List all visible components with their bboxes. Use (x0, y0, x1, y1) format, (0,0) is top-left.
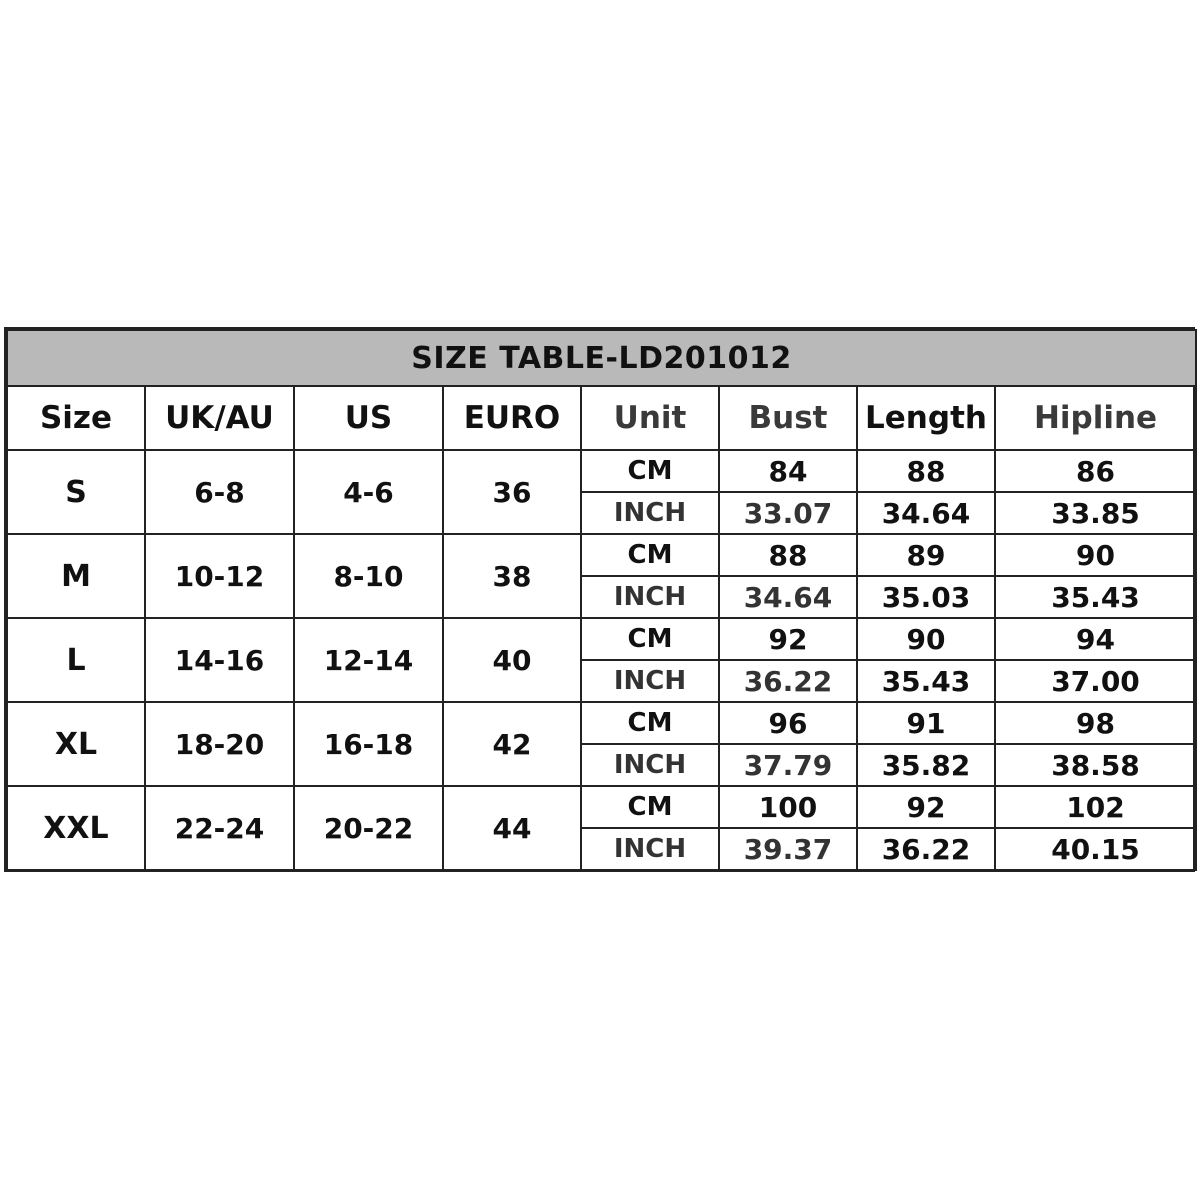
bust-inch: 39.37 (719, 828, 857, 870)
hipline-cm: 102 (995, 786, 1196, 828)
euro-value: 36 (443, 450, 581, 534)
size-label: S (7, 450, 145, 534)
table-title: SIZE TABLE-LD201012 (7, 330, 1196, 386)
length-cm: 90 (857, 618, 995, 660)
unit-inch: INCH (581, 660, 719, 702)
table-row (7, 618, 1196, 660)
length-cm: 92 (857, 786, 995, 828)
unit-cm: CM (581, 618, 719, 660)
length-cm: 88 (857, 450, 995, 492)
length-inch: 36.22 (857, 828, 995, 870)
hipline-cm: 86 (995, 450, 1196, 492)
length-inch: 35.43 (857, 660, 995, 702)
hipline-inch: 37.00 (995, 660, 1196, 702)
header-row (7, 386, 1196, 450)
length-cm: 91 (857, 702, 995, 744)
header-size: Size (7, 386, 145, 450)
unit-cm: CM (581, 786, 719, 828)
bust-cm: 96 (719, 702, 857, 744)
us-value: 12-14 (294, 618, 443, 702)
header-bust: Bust (719, 386, 857, 450)
us-value: 4-6 (294, 450, 443, 534)
bust-cm: 84 (719, 450, 857, 492)
unit-cm: CM (581, 450, 719, 492)
hipline-inch: 38.58 (995, 744, 1196, 786)
euro-value: 40 (443, 618, 581, 702)
euro-value: 42 (443, 702, 581, 786)
unit-inch: INCH (581, 744, 719, 786)
size-label: L (7, 618, 145, 702)
length-inch: 34.64 (857, 492, 995, 534)
euro-value: 44 (443, 786, 581, 870)
table-row (7, 702, 1196, 744)
bust-inch: 37.79 (719, 744, 857, 786)
ukau-value: 6-8 (145, 450, 294, 534)
table-row (7, 450, 1196, 492)
ukau-value: 14-16 (145, 618, 294, 702)
length-cm: 89 (857, 534, 995, 576)
header-length: Length (857, 386, 995, 450)
hipline-inch: 33.85 (995, 492, 1196, 534)
ukau-value: 18-20 (145, 702, 294, 786)
header-unit: Unit (581, 386, 719, 450)
header-ukau: UK/AU (145, 386, 294, 450)
size-table-container (4, 327, 1195, 872)
unit-cm: CM (581, 702, 719, 744)
hipline-cm: 90 (995, 534, 1196, 576)
hipline-cm: 94 (995, 618, 1196, 660)
bust-inch: 36.22 (719, 660, 857, 702)
header-us: US (294, 386, 443, 450)
header-hipline: Hipline (995, 386, 1196, 450)
size-table (6, 329, 1197, 871)
table-row (7, 534, 1196, 576)
euro-value: 38 (443, 534, 581, 618)
hipline-inch: 35.43 (995, 576, 1196, 618)
bust-cm: 92 (719, 618, 857, 660)
length-inch: 35.03 (857, 576, 995, 618)
us-value: 16-18 (294, 702, 443, 786)
title-row (7, 330, 1196, 386)
table-row (7, 786, 1196, 828)
ukau-value: 10-12 (145, 534, 294, 618)
us-value: 8-10 (294, 534, 443, 618)
hipline-cm: 98 (995, 702, 1196, 744)
bust-cm: 88 (719, 534, 857, 576)
us-value: 20-22 (294, 786, 443, 870)
bust-inch: 34.64 (719, 576, 857, 618)
unit-cm: CM (581, 534, 719, 576)
size-label: XL (7, 702, 145, 786)
bust-inch: 33.07 (719, 492, 857, 534)
length-inch: 35.82 (857, 744, 995, 786)
unit-inch: INCH (581, 576, 719, 618)
bust-cm: 100 (719, 786, 857, 828)
hipline-inch: 40.15 (995, 828, 1196, 870)
size-label: M (7, 534, 145, 618)
size-label: XXL (7, 786, 145, 870)
header-euro: EURO (443, 386, 581, 450)
unit-inch: INCH (581, 828, 719, 870)
ukau-value: 22-24 (145, 786, 294, 870)
unit-inch: INCH (581, 492, 719, 534)
